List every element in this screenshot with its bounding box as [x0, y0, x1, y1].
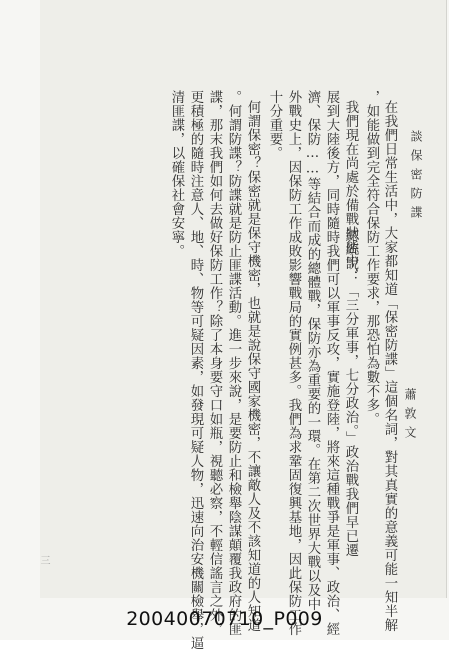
text-line: 我們現在尚處於備戰狀態中， — [343, 100, 358, 282]
image-caption: 20040070710_P009 — [126, 608, 323, 630]
text-line: 外戰史上，因保防工作成敗影響戰局的實例甚多。我們為求鞏固復興基地，因此保防工作 — [286, 90, 301, 636]
text-line: 諜，那末我們如何去做好保防工作？除了本身要守口如瓶，視聽必察，不輕信謠言之外， — [207, 90, 222, 636]
text-line: 在我們日常生活中，大家都知道「保密防諜」這個名詞，對其真實的意義可能一知半解 — [382, 100, 397, 632]
author-name: 蕭敦文 — [403, 388, 417, 445]
text-line: 十分重要。 — [267, 90, 282, 160]
text-line: 展到大陸後方，同時隨時我們可以軍事反攻，實施登陸，將來這種戰爭是軍事、政治、經 — [324, 90, 339, 636]
text-line: 總統說：「三分軍事，七分政治。」政治戰我們早已遷 — [343, 228, 358, 558]
text-line: 。何謂防諜？防諜就是防止匪諜活動。進一步來說，是要防止和檢舉陰謀顛覆我政府的匪 — [226, 90, 241, 636]
text-line: 何謂保密？保密就是保守機密，也就是說保守國家機密，不讓敵人及不該知道的人知道 — [245, 100, 260, 632]
text-line: 濟、保防……等結合而成的總體戰，保防亦為重要的一環。在第二次世界大戰以及中 — [305, 90, 320, 612]
text-line: ，如能做到完全符合保防工作要求，那恐怕為數不多。 — [364, 90, 379, 426]
text-line: 清匪諜，以確保社會安寧。 — [169, 90, 184, 258]
text-line: 更積極的隨時注意人、地、時、物等可疑因素，如發現可疑人物，迅速向治安機關檢舉，逼 — [188, 90, 203, 650]
page-number: 三 — [38, 555, 49, 565]
article-title: 談保密防諜 — [409, 130, 423, 225]
